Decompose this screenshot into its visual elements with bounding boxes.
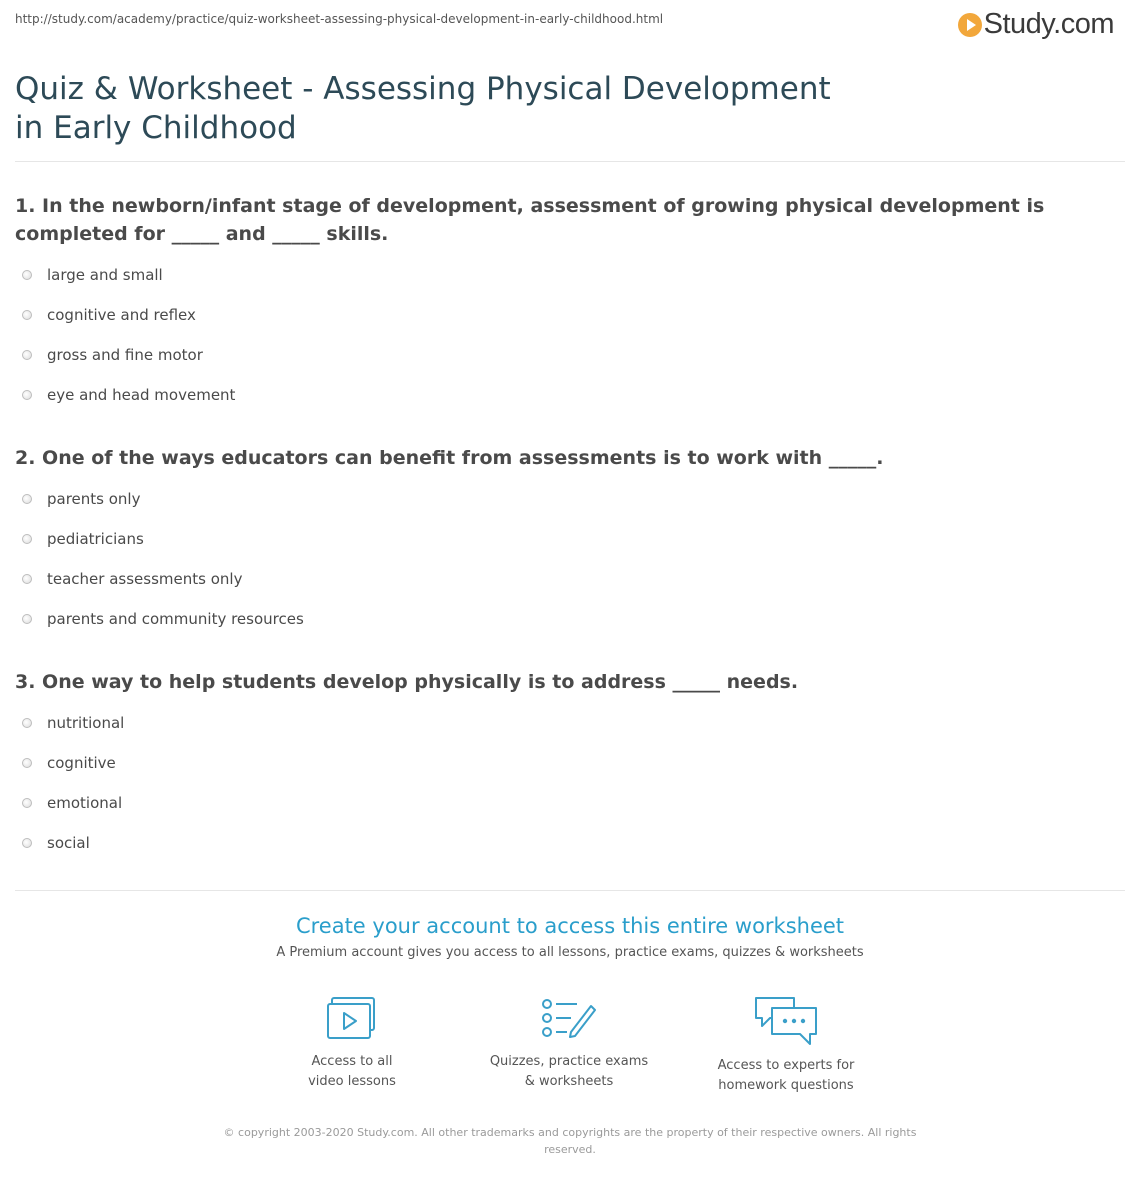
answer-option[interactable] [22,295,235,335]
answer-label: nutritional [47,714,125,732]
logo-text: Study.com [983,8,1114,40]
divider [15,161,1125,162]
question-2: 2. One of the ways educators can benefit from assessments is to work with _____. [15,447,884,469]
answer-option[interactable] [22,255,235,295]
cta-subtitle: A Premium account gives you access to all lessons, practice exams, quizzes & worksheets [276,945,864,960]
radio-button[interactable] [22,798,32,808]
radio-button[interactable] [22,270,32,280]
feature-label: Access to experts for homework questions [717,1058,855,1093]
divider [15,890,1125,891]
answer-option[interactable] [22,599,304,639]
answer-label: teacher assessments only [47,570,243,588]
answer-option[interactable] [22,335,235,375]
question-3-options [22,703,124,863]
answer-option[interactable] [22,375,235,415]
radio-button[interactable] [22,350,32,360]
quiz-checklist-icon [541,996,597,1042]
radio-button[interactable] [22,390,32,400]
answer-label: gross and fine motor [47,346,203,364]
question-1-options [22,255,235,415]
answer-label: pediatricians [47,530,144,548]
feature-quizzes [469,996,669,1092]
feature-label: Access to all video lessons [308,1054,396,1089]
answer-label: emotional [47,794,123,812]
answer-label: eye and head movement [47,386,236,404]
feature-label: Quizzes, practice exams & worksheets [489,1054,649,1089]
question-2-options [22,479,304,639]
answer-option[interactable] [22,823,124,863]
question-3: 3. One way to help students develop physically is to address _____ needs. [15,671,799,693]
play-circle-logo-icon [958,13,982,37]
page-title: Quiz & Worksheet - Assessing Physical Development in Early Childhood [15,71,831,146]
feature-video-lessons [252,996,452,1092]
answer-label: cognitive [47,754,116,772]
radio-button[interactable] [22,574,32,584]
radio-button[interactable] [22,758,32,768]
feature-experts [686,996,886,1096]
radio-button[interactable] [22,310,32,320]
question-1: 1. In the newborn/infant stage of development, assessment of growing physical development is completed for _____ and _____ skills. [15,195,1045,245]
create-account-link[interactable]: Create your account to access this entire worksheet [295,914,845,938]
copyright-notice: © copyright 2003-2020 Study.com. All other trademarks and copyrights are the property of their respective owners. All rights reserved. [223,1126,917,1156]
radio-button[interactable] [22,614,32,624]
answer-label: social [47,834,90,852]
radio-button[interactable] [22,718,32,728]
study-logo[interactable] [958,8,1114,41]
answer-option[interactable] [22,703,124,743]
radio-button[interactable] [22,838,32,848]
answer-label: parents and community resources [47,610,304,628]
chat-bubbles-icon [754,996,818,1046]
radio-button[interactable] [22,534,32,544]
page-url: http://study.com/academy/practice/quiz-worksheet-assessing-physical-development-in-early-childhood.html [15,12,664,26]
video-lessons-icon [326,996,378,1042]
answer-option[interactable] [22,783,124,823]
answer-option[interactable] [22,743,124,783]
answer-label: large and small [47,266,163,284]
answer-option[interactable] [22,479,304,519]
answer-label: cognitive and reflex [47,306,196,324]
radio-button[interactable] [22,494,32,504]
answer-label: parents only [47,490,141,508]
answer-option[interactable] [22,559,304,599]
answer-option[interactable] [22,519,304,559]
